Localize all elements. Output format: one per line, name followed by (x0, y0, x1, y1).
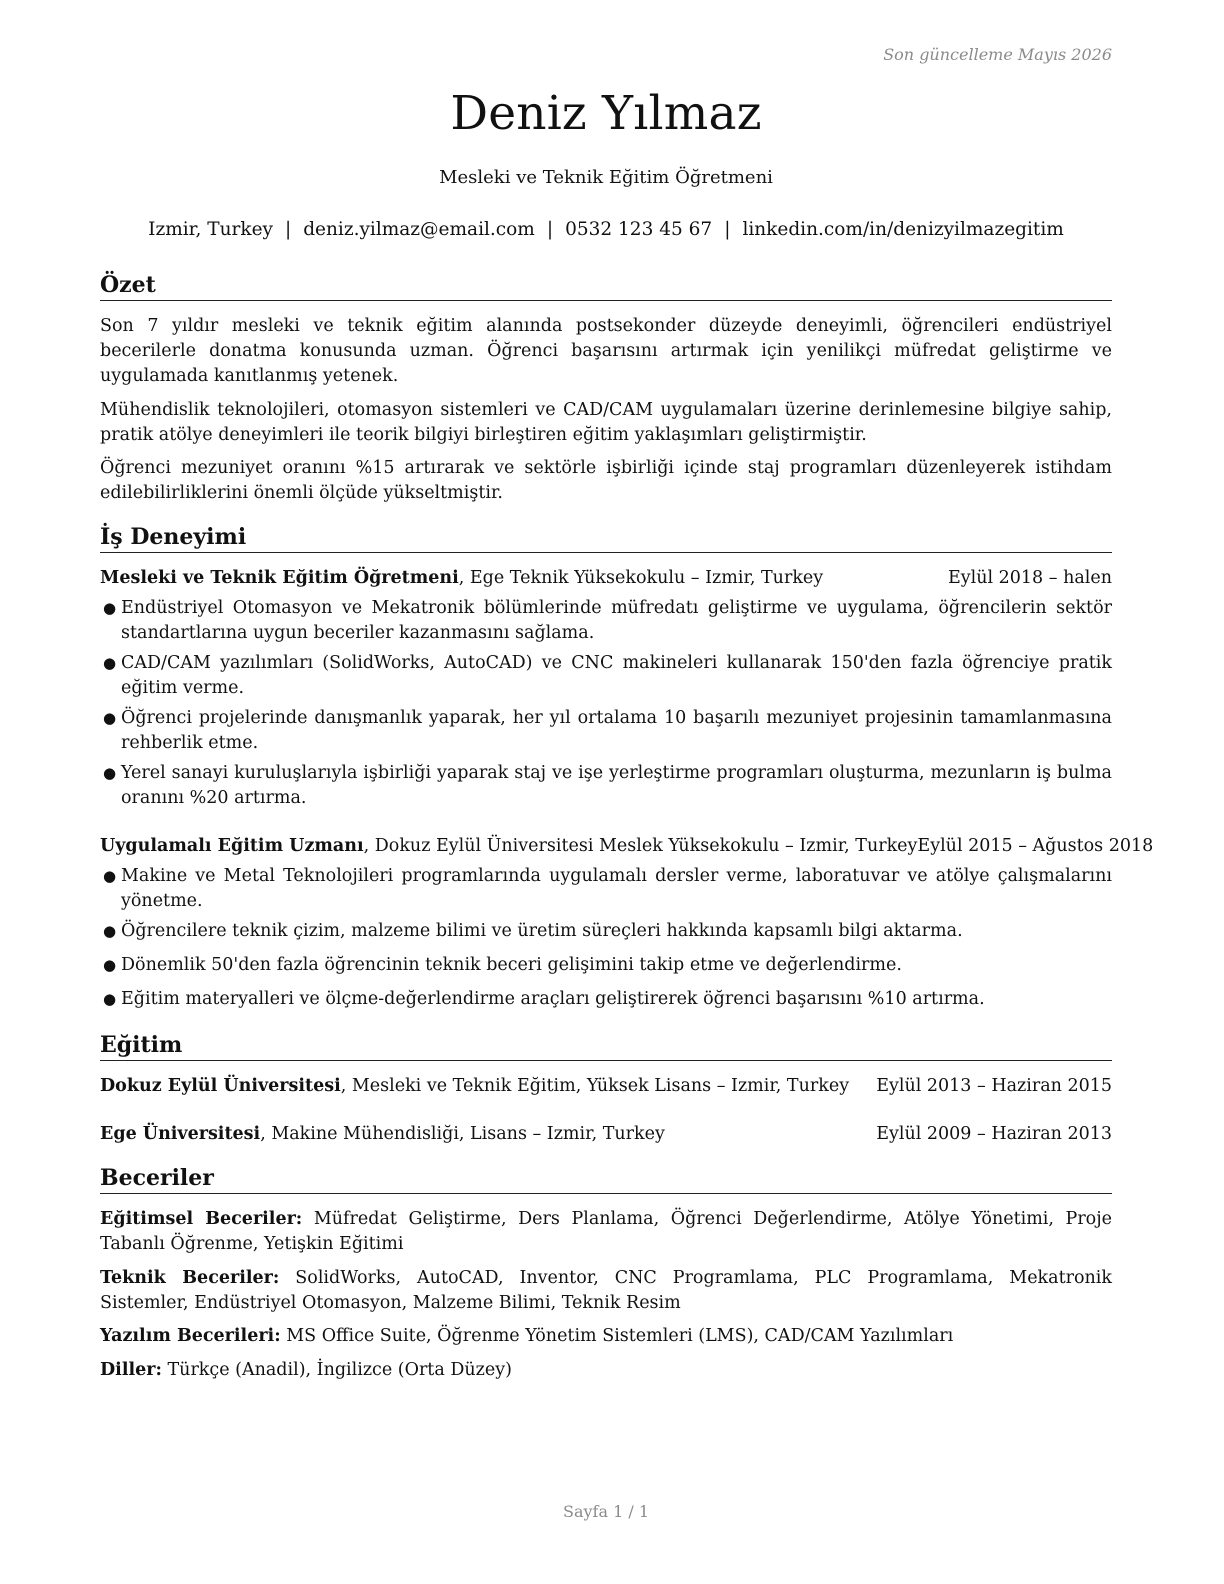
candidate-headline: Mesleki ve Teknik Eğitim Öğretmeni (439, 167, 773, 188)
job-org: , Ege Teknik Yüksekokulu – Izmir, Turkey (458, 568, 824, 588)
contact-separator: | (724, 219, 731, 240)
education-school: Ege Üniversitesi (100, 1124, 261, 1144)
job-role: Mesleki ve Teknik Eğitim Öğretmeni (100, 568, 459, 588)
bullet-icon: ● (103, 867, 117, 885)
education-entry (100, 1122, 1112, 1146)
skill-line (100, 1266, 1112, 1316)
summary-paragraph: Mühendislik teknolojileri, otomasyon sistemleri ve CAD/CAM uygulamaları üzerine derinlemesine bilgiye sahip, pratik atölye deneyimleri ile teorik bilgiyi birleştiren eğitim yaklaşımları geliştirmiştir. (100, 400, 1112, 445)
skill-line (100, 1358, 1112, 1383)
contact-linkedin[interactable]: linkedin.com/in/denizyilmazegitim (742, 219, 1064, 240)
education-line (100, 1122, 665, 1146)
bullet-icon: ● (103, 654, 117, 672)
skill-label: Eğitimsel Beceriler: (100, 1209, 303, 1229)
contact-separator: | (284, 219, 292, 240)
job-header (100, 566, 1112, 590)
bullet-icon: ● (103, 599, 117, 617)
education-detail: , Mesleki ve Teknik Eğitim, Yüksek Lisans – Izmir, Turkey (340, 1076, 850, 1096)
job-header (100, 834, 1154, 858)
skill-label: Yazılım Becerileri: (100, 1326, 281, 1346)
summary-paragraph: Öğrenci mezuniyet oranını %15 artırarak ve sektörle işbirliği içinde staj programları düzenleyerek istihdam edilebilirliklerini önemli ölçüde yükseltmiştir. (100, 458, 1112, 503)
job-title-line (100, 566, 823, 590)
contact-email[interactable]: deniz.yilmaz@email.com (303, 219, 535, 240)
section-title-summary: Özet (100, 271, 1112, 301)
education-dates: Eylül 2009 – Haziran 2013 (876, 1124, 1112, 1144)
job-bullets (100, 864, 1112, 1012)
skill-value: Müfredat Geliştirme, Ders Planlama, Öğrenci Değerlendirme, Atölye Yönetimi, Proje Tabanlı Öğrenme, Yetişkin Eğitimi (100, 1209, 1113, 1254)
last-updated: Son güncelleme Mayıs 2026 (883, 45, 1112, 64)
skill-value: SolidWorks, AutoCAD, Inventor, CNC Programlama, PLC Programlama, Mekatronik Sistemler, Endüstriyel Otomasyon, Malzeme Bilimi, Teknik Resim (100, 1268, 1112, 1313)
resume-page (100, 0, 1154, 1584)
education-detail: , Makine Mühendisliği, Lisans – Izmir, Turkey (260, 1124, 665, 1144)
skill-value: Türkçe (Anadil), İngilizce (Orta Düzey) (161, 1360, 512, 1380)
bullet-icon: ● (103, 990, 117, 1008)
bullet-icon: ● (103, 764, 117, 782)
list-item: ● Eğitim materyalleri ve ölçme-değerlendirme araçları geliştirerek öğrenci başarısını %10 artırma. (100, 987, 1112, 1012)
list-item: ● CAD/CAM yazılımları (SolidWorks, AutoCAD) ve CNC makineleri kullanarak 150'den fazla öğrenciye pratik eğitim verme. (103, 653, 1112, 698)
job-title-line (100, 834, 917, 858)
job-org: , Dokuz Eylül Üniversitesi Meslek Yüksekokulu – Izmir, Turkey (363, 836, 918, 856)
list-item: ● Dönemlik 50'den fazla öğrencinin teknik beceri gelişimini takip etme ve değerlendirme. (100, 953, 1112, 978)
bullet-icon: ● (103, 956, 117, 974)
contact-separator: | (546, 219, 554, 240)
summary-paragraph: Son 7 yıldır mesleki ve teknik eğitim alanında postsekonder düzeyde deneyimli, öğrencileri endüstriyel becerilerle donatma konusunda uzman. Öğrenci başarısını artırmak için yenilikçi müfredat geliştirme ve uygulamada kanıtlanmış yetenek. (100, 316, 1112, 386)
education-dates: Eylül 2013 – Haziran 2015 (876, 1076, 1112, 1096)
job-role: Uygulamalı Eğitim Uzmanı (100, 836, 364, 856)
skill-value: MS Office Suite, Öğrenme Yönetim Sistemleri (LMS), CAD/CAM Yazılımları (280, 1326, 954, 1346)
bullet-icon: ● (103, 709, 117, 727)
list-item: ● Makine ve Metal Teknolojileri programlarında uygulamalı dersler verme, laboratuvar ve atölye çalışmalarını yönetme. (103, 866, 1112, 911)
list-item: ● Yerel sanayi kuruluşlarıyla işbirliği yaparak staj ve işe yerleştirme programları oluşturma, mezunların iş bulma oranını %20 artırma. (103, 763, 1112, 808)
candidate-name: Deniz Yılmaz (450, 86, 762, 141)
contact-phone[interactable]: 0532 123 45 67 (565, 219, 713, 240)
list-item: ● Öğrenci projelerinde danışmanlık yaparak, her yıl ortalama 10 başarılı mezuniyet projesinin tamamlanmasına rehberlik etme. (103, 708, 1112, 753)
section-title-skills: Beceriler (100, 1164, 1112, 1194)
skill-label: Diller: (100, 1360, 162, 1380)
bullet-icon: ● (103, 922, 117, 940)
education-entry (100, 1074, 1112, 1098)
job-dates: Eylül 2015 – Ağustos 2018 (917, 836, 1154, 856)
section-title-experience: İş Deneyimi (100, 523, 1112, 553)
contact-line (100, 219, 1112, 240)
list-item: ● Endüstriyel Otomasyon ve Mekatronik bölümlerinde müfredatı geliştirme ve uygulama, öğrencilerin sektör standartlarına uygun beceriler kazanmasını sağlama. (103, 598, 1112, 643)
skill-label: Teknik Beceriler: (100, 1268, 280, 1288)
education-line (100, 1074, 849, 1098)
skill-line (100, 1207, 1112, 1257)
skill-line (100, 1324, 1112, 1349)
section-title-education: Eğitim (100, 1031, 1112, 1061)
job-bullets (100, 596, 1112, 811)
page-number: Sayfa 1 / 1 (562, 1502, 649, 1521)
list-item: ● Öğrencilere teknik çizim, malzeme bilimi ve üretim süreçleri hakkında kapsamlı bilgi aktarma. (100, 919, 1112, 944)
education-school: Dokuz Eylül Üniversitesi (100, 1076, 341, 1096)
contact-location: Izmir, Turkey (148, 219, 273, 240)
job-dates: Eylül 2018 – halen (947, 568, 1112, 588)
